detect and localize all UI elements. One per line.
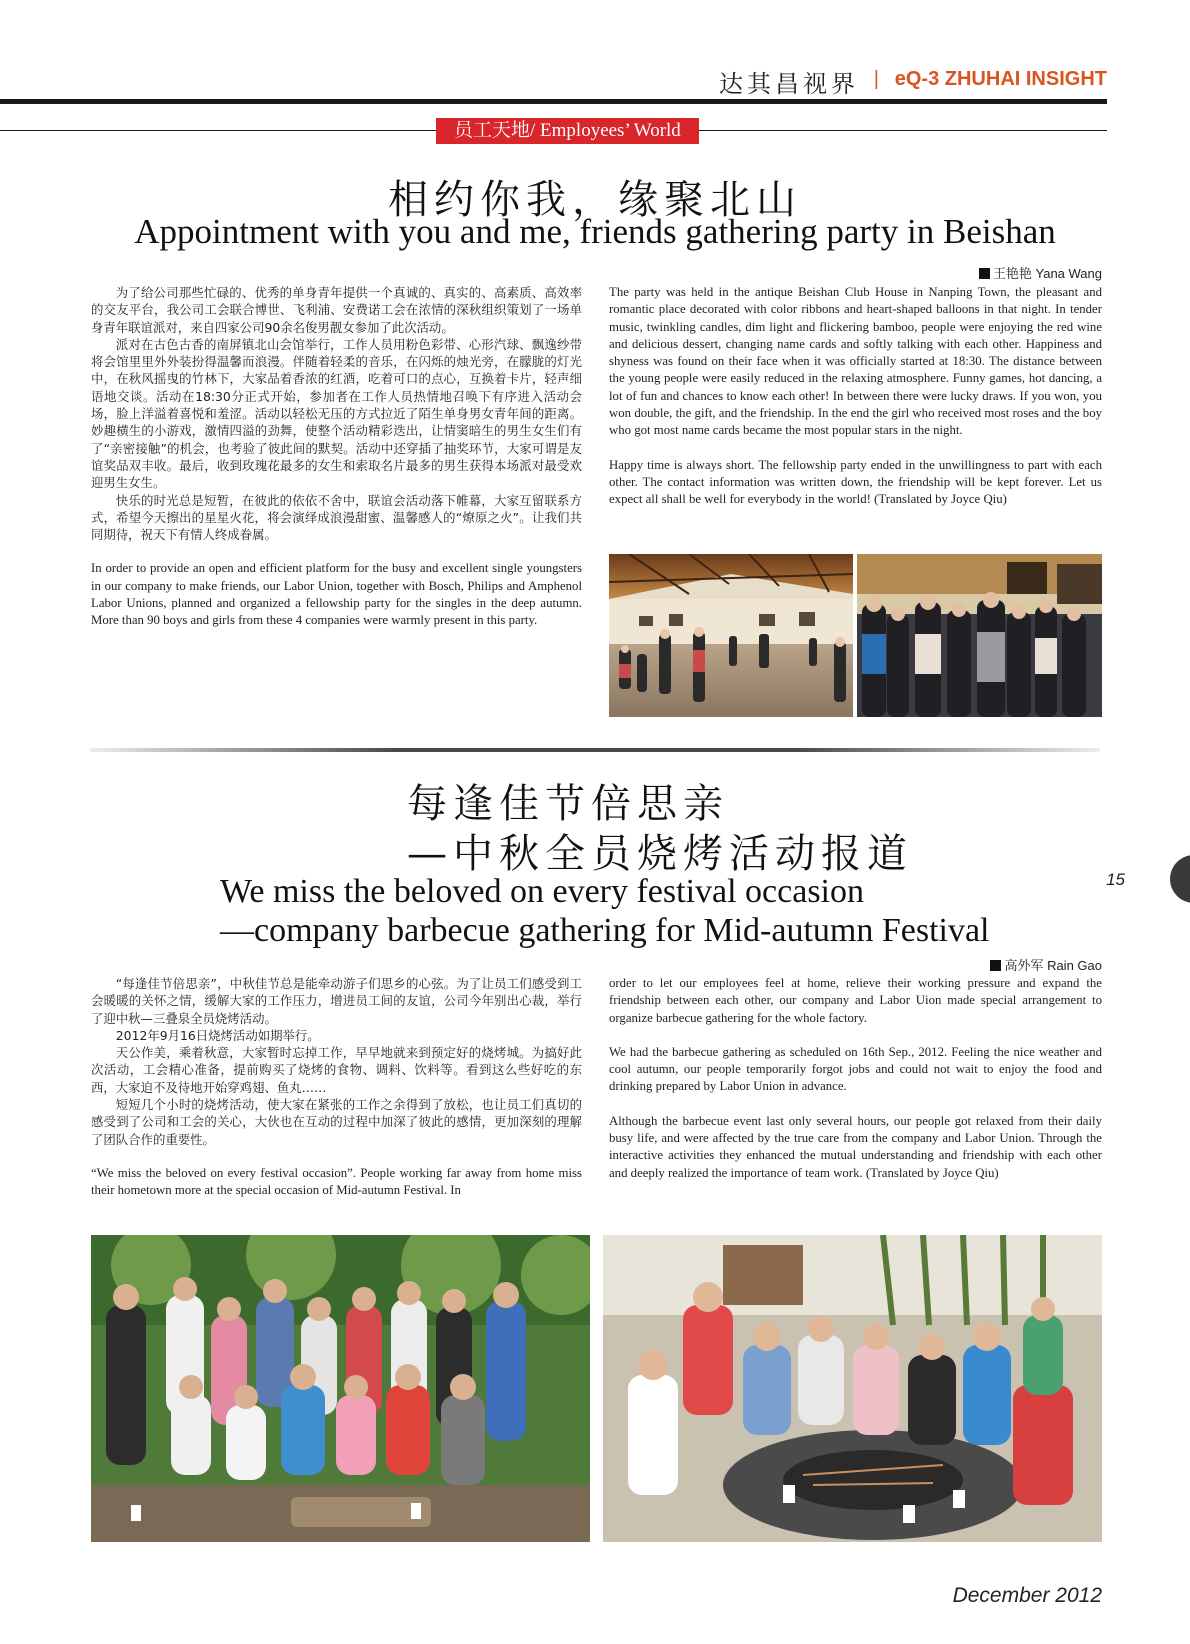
article2-en-intro: “We miss the beloved on every festival occasion”. People working far away from home miss their hometown more at the special occasion of Mid-autumn Festival. In [91,1165,582,1198]
article1-title-cn: 相约你我，缘聚北山 [388,177,802,223]
page-number: 15 [1106,870,1125,889]
page-edge-tab [1170,855,1190,903]
photo-barbecue-grilling [603,1235,1102,1542]
article1-en-paragraph: Happy time is always short. The fellowship party ended in the unwillingness to part with each other. The contact information was written down, the friendship will be kept forever. Let us expect all shall be well for everybody in the world! (Translated by Joyce Qiu) [609,457,1102,507]
article2-en-paragraph: Although the barbecue event last only several hours, our people got relaxed from their daily busy life, and were affected by the true care from the company and Labor Union. Through the interactive activities they enhanced the mutual understanding and friendship with each other and deeply realized the importance of team work. (Translated by Joyce Qiu) [609,1113,1102,1180]
article1-cn-paragraph: 为了给公司那些忙碌的、优秀的单身青年提供一个真诚的、真实的、高素质、高效率的交友平台，我公司工会联合博世、飞利浦、安费诺工会在浓情的深秋组织策划了一场单身青年联谊派对，来自四家公司90余名俊男靓女参加了此次活动。 [91,285,582,335]
byline-square-icon [990,960,1001,971]
photo-group-barbecue [91,1235,590,1542]
article2-author: 高外军 Rain Gao [1004,958,1102,973]
article2-cn-paragraph: 天公作美，乘着秋意，大家暂时忘掉工作，早早地就来到预定好的烧烤城。为搞好此次活动，工会精心准备，提前购买了烧烤的食物、调料、饮料等。看到这么些好吃的东西，大家迫不及待地开始穿鸡翅、鱼丸…… [91,1045,582,1095]
article2-byline [990,955,1102,974]
article2-title-en-line2: —company barbecue gathering for Mid-autumn Festival [220,912,990,949]
article1-author: 王艳艳 Yana Wang [992,266,1102,281]
article1-title-en: Appointment with you and me, friends gathering party in Beishan [134,212,1056,251]
article2-title-en-line1: We miss the beloved on every festival occasion [220,873,865,910]
article2-title-cn-line2: —中秋全员烧烤活动报道 [407,831,913,877]
article-divider [90,748,1100,752]
header-rule-thick [0,99,1107,104]
article1-byline [979,263,1102,282]
article1-cn-paragraph: 派对在古色古香的南屏镇北山会馆举行，工作人员用粉色彩带、心形汽球、飘逸纱带将会馆里里外外装扮得温馨而浪漫。伴随着轻柔的音乐，在闪烁的烛光旁，在朦胧的灯光中，在秋风摇曳的竹林下，大家品着香浓的红酒，吃着可口的点心，互换着卡片，轻声细语地交谈。活动在18:30分正式开始，参加者在工作人员热情地召唤下有序进入活动会场，脸上洋溢着喜悦和羞涩。活动以轻松无压的方式拉近了陌生单身男女青年间的距离。妙趣横生的小游戏，激情四溢的劲舞，使整个活动精彩迭出，让情窦暗生的男生女生们有了“亲密接触”的机会，也考验了彼此间的默契。活动中还穿插了抽奖环节，大家可谓是友谊奖品双丰收。最后，收到玫瑰花最多的女生和索取名片最多的男生获得本场派对最受欢迎男生女生。 [91,336,582,491]
section-tag: 员工天地/ Employees’ World [436,118,699,144]
article2-left-column [91,975,582,1200]
article1-cn-paragraph: 快乐的时光总是短暂，在彼此的依依不舍中，联谊会活动落下帷幕，大家互留联系方式，希望今天擦出的星星火花，将会演绎成浪漫甜蜜、温馨感人的“燎原之火”。让我们共同期待，祝天下有情人终成眷属。 [91,492,582,543]
article1-right-column [609,284,1102,509]
article1-en-intro: In order to provide an open and efficient platform for the busy and excellent single youngsters in our company to make friends, our Labor Union, together with Bosch, Philips and Amphenol Labor Unions, planned and organized a fellowship party for the singles in the deep autumn. More than 90 boys and girls from these 4 companies were warmly present in this party. [91,561,582,628]
article1-left-column [91,284,582,630]
footer-date: December 2012 [952,1584,1102,1607]
article2-right-column [609,975,1102,1182]
article2-cn-paragraph: “每逢佳节倍思亲”，中秋佳节总是能牵动游子们思乡的心弦。为了让员工们感受到工会暖暖的关怀之情，缓解大家的工作压力，增进员工间的友谊，公司今年别出心裁，举行了迎中秋—三叠泉全员烧烤活动。 [91,976,582,1026]
magazine-header [0,58,1107,98]
article2-cn-paragraph: 2012年9月16日烧烤活动如期举行。 [115,1027,320,1043]
article2-cn-paragraph: 短短几个小时的烧烤活动，使大家在紧张的工作之余得到了放松，也让员工们真切的感受到了公司和工会的关心，大伙也在互动的过程中加深了彼此的感情，更加深刻的理解了团队合作的重要性。 [91,1097,582,1147]
article2-en-paragraph: order to let our employees feel at home, relieve their working pressure and expand the friendship between each other, our company and Labor Uion made special arrangement to organize barbecue gathering for the whole factory. [609,976,1102,1025]
header-separator: | [873,68,879,90]
photo-club-house-hall [609,554,853,717]
article1-en-paragraph: The party was held in the antique Beishan Club House in Nanping Town, the pleasant and romantic place decorated with color ribbons and heart-shaped balloons in that night. In tender music, twinkling candles, dim light and flickering bamboo, people were enjoying the red wine and delicious dessert, changing name cards and softly talking with each other. Happiness and shyness was found on their face when it was officially started at 18:30. The distance between the young people were easily reduced in the relaxing atmosphere. Funny games, hot dancing, a lot of fun and chances to know each other! In between there were lucky draws. If you won, you won double, the gift, and the friendship. In the end the girl who received most roses and the boy who got most name cards became the most popular stars in the night. [609,285,1102,438]
byline-square-icon [979,268,990,279]
magazine-title-en: eQ-3 ZHUHAI INSIGHT [894,68,1107,90]
article2-en-paragraph: We had the barbecue gathering as scheduled on 16th Sep., 2012. Feeling the nice weather and cool autumn, our people temporarily forgot jobs and could not wait to enjoy the food and drinking prepared by Labor Union in advance. [609,1044,1102,1094]
photo-party-crowd [857,554,1102,717]
article2-title-cn-line1: 每逢佳节倍思亲 [407,781,729,827]
magazine-title-cn: 达其昌视界 [719,70,859,98]
